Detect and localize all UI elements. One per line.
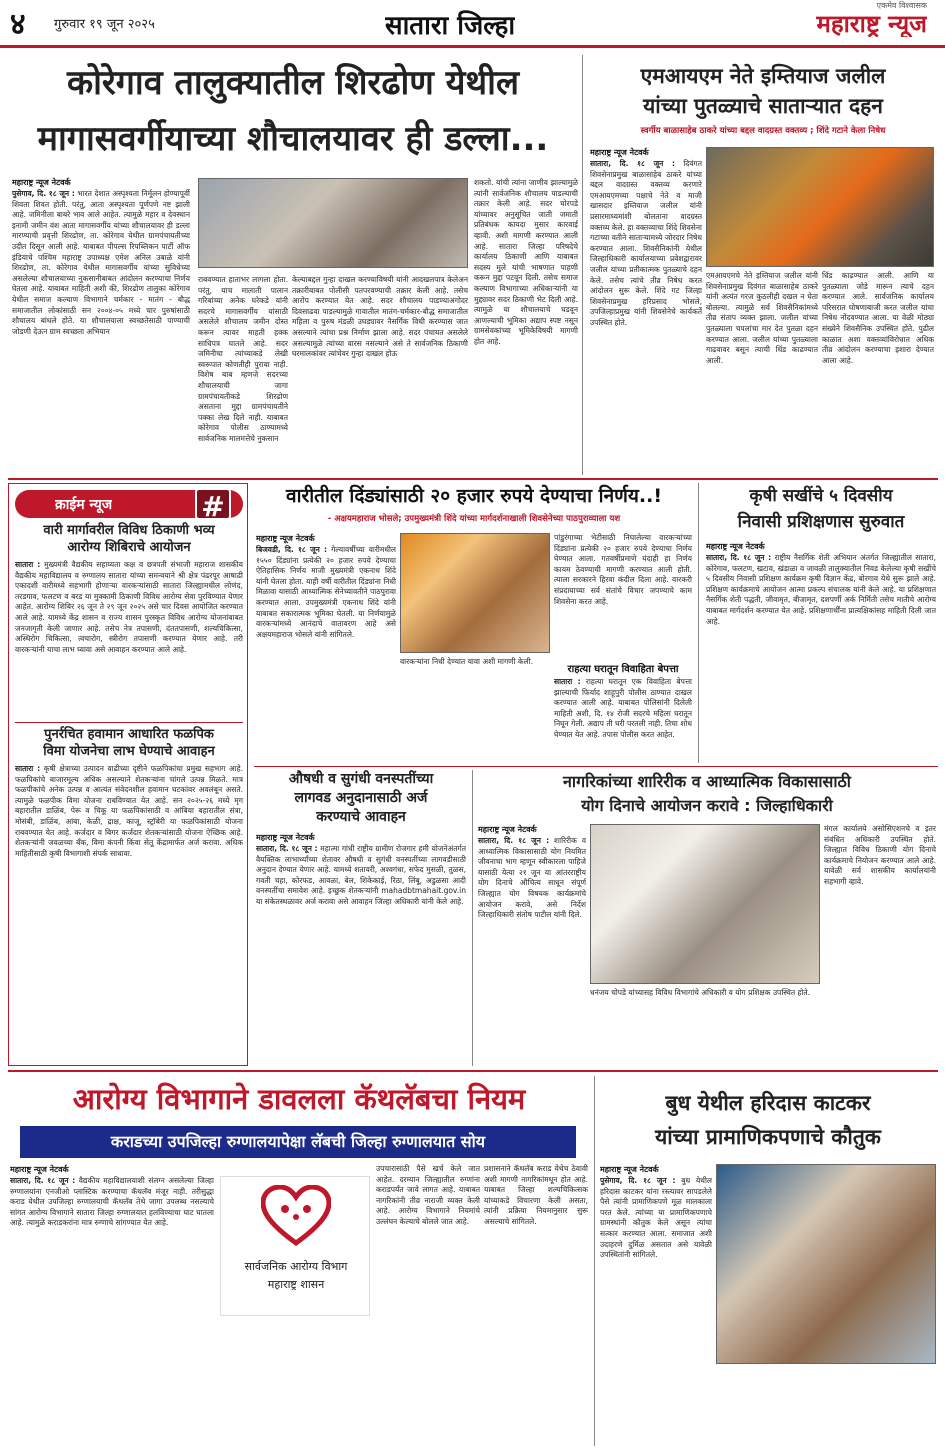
crime-banner-label: क्राईम न्यूज <box>55 497 113 513</box>
headline: बुध येथील हरिदास काटकर यांच्या प्रामाणिकपणाचे कौतुक <box>655 1091 881 1149</box>
article-body-col4: शकतो. यांची त्यांना जाणीव झाल्यामुळे त्यांनी सार्वजनिक शौचालय पाडल्याची तक्रार केली आहे. सदर घोरपडे यांच्यावर अनुसूचित जाती जमाती प्रतिबंधक कायदा मुसार कारवाई व्हावी. अशी मागणी करण्यात आली आहे. सातारा जिल्हा परिषदेचे कार्यालय ठिकाणी आणि याबाबत सदस्य मुले यांची भाषणात पाहणी करून मुद्दा पटवून दिली. तसेच समाज कल्याण विभागाच्या अधिकाऱ्यांनी या मुद्द्यावर सदर ठिकाणी भेट दिली आहे. त्यामुळे या शौचालयाचे घडवून आणल्याची भूमिका अद्याप स्पष्ट नसून ग्रामसेवकांच्या भूमिकेविषयी मागणी होत आहे. <box>474 178 578 346</box>
crime-news-column <box>8 483 248 1066</box>
byline: महाराष्ट्र न्यूज नेटवर्क <box>478 825 537 834</box>
news-photo <box>198 178 468 268</box>
headline: नागरिकांच्या शारिरीक व आध्यात्मिक विकासासाठी योग दिनाचे आयोजन करावे : जिल्हाधिकारी <box>563 772 851 815</box>
article-body: पुसेगाव, दि. १८ जून : बुध येथील हरिदास काटकर यांना रस्त्यावर सापडलेले पैसे त्यांनी प्रामाणिकपणे मूळ मालकाला परत केले. त्यांच्या या प्रामाणिकपणाचे ग्रामस्थांनी कौतुक केले असून त्यांचा सत्कार करण्यात आला. समाजात अशी उदाहरणे दुर्मिळ असतात असे यावेळी उपस्थितांनी सांगितले. <box>600 1176 712 1260</box>
headline: आरोग्य विभागाने डावलला कॅथलॅबचा नियम <box>72 1082 526 1116</box>
byline: महाराष्ट्र न्यूज नेटवर्क <box>10 1165 69 1174</box>
news-photo <box>590 824 820 984</box>
article-body: सातारा, दि. १८ जून : दिवंगत शिवसेनाप्रमुख बाळासाहेब ठाकरे यांच्या बद्दल वादग्रस्त वक्तव्य करणारे एमआयएमच्या पक्षाचे नेते व माजी खासदार इम्तियाज जलील यांनी प्रसारमाध्यमांशी बोलताना वादग्रस्त वक्तव्य केले. हा वक्तव्याचा शिंदे शिवसेना गटाच्या वतीने साताऱ्यामध्ये जोरदार निषेध करण्यात आला. शिवसैनिकांनी येथील जिल्हाधिकारी कार्यालयाच्या प्रवेशद्वारावर जलील यांच्या प्रतीकात्मक पुतळ्याचे दहन केले. तसेच त्यांचे तीव्र निषेध करत आंदोलन सुरू केले. शिंदे गट जिल्हा शिवसेनाप्रमुख हरिप्रसाद भोसले, उपजिल्हाप्रमुख यांनी शिवसेनेचे कार्यकर्ते उपस्थित होते. <box>590 159 702 327</box>
masthead <box>0 0 945 48</box>
article-body-col2: एमआयएमचे नेते इम्तियाज जलील यांनी शिवसेनाप्रमुख दिवंगत बाळासाहेब ठाकरे यांनी अत्यंत गरज कुठलीही दखल न घेता बोलल्या. त्यामुळे सर्व शिवसैनिकांमध्ये तीव्र संताप व्यक्त झाला. जलील यांच्या पुतळ्याला चपलांचा मार देत पुतळा दहन करण्यात आला. जलील यांच्या पुतळ्याला गाढवावर बसून त्याची धिंड काढण्यात आली. <box>706 271 818 365</box>
brand-logo <box>727 0 927 37</box>
article-body: सातारा : राहत्या घरातून एक विवाहिता बेपत्ता झाल्याची फिर्याद शाहूपुरी पोलीस ठाण्यात दाखल करण्यात आली आहे. याबाबत पोलिसांनी दिलेली माहिती अशी, दि. १४ रोजी सदरचे महिला घरातून निघून गेली. अद्याप ती घरी परतली नाही. तिचा शोध घेण्यात येत आहे. तपास पोलीस करत आहेत. <box>554 677 692 739</box>
divider <box>8 1070 938 1072</box>
article-body-col3: उपचारासाठी पैसे खर्च केले जात आहेत. दरम्यान जिल्ह्यातील रुग्णांना कराडपर्यंत जावे लागत आहे. याबाबत नागरिकांनी तीव्र नाराजी व्यक्त केली आहे. आरोग्य विभागाने नियमांचे उल्लंघन केल्याचे बोलले जात आहे. <box>376 1164 480 1226</box>
article-yoga <box>476 770 938 1066</box>
headline: कृषी सखींचे ५ दिवसीय निवासी प्रशिक्षणास सुरुवात <box>737 486 905 532</box>
divider <box>15 722 243 723</box>
news-photo <box>716 1164 936 1364</box>
divider <box>254 766 938 767</box>
news-photo <box>400 533 550 653</box>
article-shirdhon <box>8 55 578 475</box>
article-body: सातारा : कृषी क्षेत्राच्या उत्पादन वाढीच्या दृष्टीने फळपिकांचा प्रमुख सहभाग आहे. फळपिकांचे बाजारमूल्य अधिक असल्याने शेतकऱ्यांना चांगले उत्पन्न मिळते. मात्र फळपीकांचे अनेक उत्पन्न व आत्यंत संवेदनशील हवामान घटकांवर अवलंबून असते. त्यामुळे फळपीक विमा योजना राबविण्यात येत आहे. सन २०२५-२६ मध्ये मृग बहारातील डाळिंब, पेरू व चिकू या फळपिकांसाठी व आंबिया बहारातील संत्रा, मोसंबी, डाळिंब, आंबा, केळी, द्राक्ष, काजू, स्ट्रॉबेरी या फळपिकांसाठी योजना राबवण्यात येत आहे. कर्जदार व बिगर कर्जदार शेतकऱ्यांसाठी योजना ऐच्छिक आहे. शेतकऱ्यांनी जवळच्या बँक, विमा कंपनी किंवा सेतू केंद्रामार्फत अर्ज करावा. अधिक माहितीसाठी कृषी विभागाशी संपर्क साधावा. <box>15 764 243 858</box>
divider <box>698 483 699 763</box>
page-number: ४ <box>10 7 26 42</box>
issue-date: गुरुवार १९ जून २०२५ <box>54 17 155 32</box>
article-body: सातारा, दि. १८ जून : वैद्यकीय महाविद्यालयाशी संलग्न असलेल्या जिल्हा रुग्णालयांना एनजीओ प्लास्टिक करण्याचा कॅथलॅब मंजूर नाही. तरीसुद्धा कराड येथील उपजिल्हा रुग्णालयाची कॅथलॅब तेथे जागा उपलब्ध नसल्याचे सांगत आरोग्य विभागाने सातारा जिल्हा रुग्णालयात हलविण्याचा घाट घातला आहे. त्यामुळे कराडकरांना मात्र रुग्णाचे सांगण्यात येत आहे. <box>10 1176 214 1228</box>
divider <box>472 770 473 1066</box>
divider <box>594 1076 595 1446</box>
headline: कोरेगाव तालुक्यातील शिरढोण येथील मागासवर्गीयाच्या शौचालयावर ही डल्ला... <box>37 63 549 159</box>
headline: औषधी व सुगंधी वनस्पतींच्या लागवड अनुदानासाठी अर्ज करण्याचे आवाहन <box>288 771 434 825</box>
headline: पुनर्रचित हवामान आधारित फळपिक विमा योजनेचा लाभ घेण्याचे आवाहन <box>43 727 215 759</box>
article-cathlab <box>8 1076 590 1446</box>
photo-caption: धनंजय चोपडे यांच्यासह विविध विभागांचे अधिकारी व योग प्रशिक्षक उपस्थित होते. <box>590 988 811 997</box>
logo-caption: सार्वजनिक आरोग्य विभाग <box>244 1260 348 1273</box>
article-body: सातारा : मुख्यमंत्री वैद्यकीय सहाय्यता कक्ष व छत्रपती संभाजी महाराज शासकीय वैद्यकीय महाविद्यालय व रुग्णालय सातारा यांच्या समन्वयाने श्री क्षेत्र पंढरपूर आषाढी एकादशी वारीमध्ये सहभागी होणाऱ्या वारकऱ्यांसाठी सातारा जिल्ह्यामधील लोणंद, तरडगाव, फलटण व बरड या मुक्कामी ठिकाणी विविध आरोग्य सेवा पुरविण्यात येणार आहेत. आरोग्य शिबिर २६ जून ते २९ जून २०२५ असे चार दिवस आयोजित करण्यात आले आहे. यामध्ये केंद्र शासन व राज्य शासन पुरस्कृत विविध आरोग्य योजनांबाबत जनजागृती केली जाणार आहे. तसेच नेत्र तपासणी, दंततपासणी, शल्यचिकित्सा, अस्थिरोग चिकित्सा, त्वचारोग, स्त्रीरोग तपासणी करण्यात येणार आहे. तरी वारकऱ्यांनी याचा लाभ घ्यावा असे आवाहन करण्यात आले आहे. <box>15 560 243 654</box>
headline: राहत्या घरातून विवाहिता बेपत्ता <box>567 664 679 675</box>
headline: एमआयएम नेते इम्तियाज जलील यांच्या पुतळ्याचे साताऱ्यात दहन <box>640 64 886 118</box>
brand-tagline: एकमेव विश्वासक <box>876 1 927 10</box>
article-body: सातारा, दि. १८ जून : महात्मा गांधी राष्ट्रीय ग्रामीण रोजगार हमी योजनेअंतर्गत वैयक्तिक लाभार्थ्यांच्या शेतावर औषधी व सुगंधी वनस्पतींच्या लागवडीसाठी अनुदान देण्यात येणार आहे. यामध्ये शतावरी, अश्वगंधा, सफेद मुसळी, तुळस, गवती चहा, कोरफड, आवळा, बेल, शिकेकाई, रिठा, लिंबू, अडुळसा आदी वनस्पतींचा समावेश आहे. इच्छुक शेतकऱ्यांनी mahadbtmahait.gov.in या संकेतस्थळावर अर्ज करावा असे आवाहन जिल्हा अधिकारी यांनी केले आहे. <box>256 844 466 906</box>
crime-banner <box>15 490 243 518</box>
article-body: सातारा, दि. १८ जून : शारिरीक व आध्यात्मिक विकासासाठी योग नियमित जीवनाचा भाग म्हणून स्वीकारला पाहिजे यासाठी येत्या २१ जून या आंतरराष्ट्रीय योग दिनाचे औचित्य साधून संपूर्ण जिल्ह्यात योग विषयक कार्यक्रमांचे आयोजन करावे, असे निर्देश जिल्हाधिकारी संतोष पाटील यांनी दिले. <box>478 836 586 920</box>
kicker: स्वर्गीय बाळासाहेब ठाकरे यांच्या बद्दल वादग्रस्त वक्तव्य ; शिंदे गटाने केला निषेध <box>640 126 886 136</box>
byline: महाराष्ट्र न्यूज नेटवर्क <box>12 178 71 187</box>
hash-icon: # <box>195 490 231 518</box>
health-dept-logo <box>220 1176 370 1316</box>
section-title: सातारा जिल्हा <box>385 11 516 41</box>
divider <box>582 55 583 475</box>
headline: वारी मार्गावरील विविध ठिकाणी भव्य आरोग्य शिबिराचे आयोजन <box>43 523 215 555</box>
article-jaleel <box>588 55 938 475</box>
article-body-col4: प्रशासनाने कॅथलॅब कराड येथेच ठेवावी अशी मागणी नागरिकांमधून होत आहे. याबाबत जिल्हा शल्यचिकित्सक यांच्याकडे विचारणा केली असता, त्यांनी प्रक्रिया नियमानुसार सुरू असल्याचे सांगितले. <box>484 1164 588 1226</box>
byline: महाराष्ट्र न्यूज नेटवर्क <box>256 534 315 543</box>
heart-icon <box>261 1185 331 1247</box>
headline: वारीतील दिंड्यांसाठी २० हजार रुपये देण्याचा निर्णय..! <box>286 485 662 507</box>
article-body-col2: राबवण्यात हाताभर लागला होता. परंतु, याच मालाती पालान गरिबांच्या अनेक घरेकडे यांनी सदरचे मागासवर्गीय यांसाठी असलेले शौचालय जमीन दोस्त करून त्यावर माहती हक्क साधिपत्र घातले आहे. सदर जमिनीचा त्यांच्याकडे लेखी स्वरूपात कोणतीही पुरावा नाही. विशेष बाब म्हणजे सदरच्या शौचालयाची जागा ग्रामपंचायतीकडे शिरढोण असताना मुद्दा ग्रामपंचायतीने पक्का लेख दिले नाही. याबाबत कोरेगाव पोलीस ठाण्यामध्ये सार्वजनिक मालमत्तेचे नुकसान <box>198 275 288 443</box>
divider <box>8 478 938 480</box>
article-aushadhi <box>254 770 468 1066</box>
kicker: - अक्षयमहाराज भोसले; उपमुख्यमंत्री शिंदे यांच्या मार्गदर्शनाखाली शिवसेनेच्या पाठपुराव्याला यश <box>327 514 621 524</box>
article-body: पुसेगाव, दि. १८ जून : भारत देशात अस्पृश्यता निर्मूलन होण्यापूर्वी शिवता शिवत होती. परंतु, आता अस्पृश्यता पूर्णपणे नष्ट झाली आहे. जमिनीला बाबरे भाव आले आहेत. त्यामुळे महार व देवस्थान इनामी जमीन वंश आता मागासवर्गीय यांच्या शौचालयावर ही डल्ला मारण्याची प्रवृत्ती शिरढोण, ता. कोरेगाव येथील ग्रामपंचायतीच्या उदीत दिसून आली आहे. याबाबत पीपल्स रिपब्लिकन पार्टी ऑफ इंडियाचे पश्चिम महाराष्ट्र उपाध्यक्ष एमेश अनिल उबाळे यांनी शिरढोण, ता. कोरेगाव येथील मागासवर्गीय यांच्या सुविधेच्या असलेल्या शौचालयाच्या नुकसानीबाबत आंदोलन करण्याचा निर्णय घेतला आहे. याबाबत माहिती अशी की, शिरढोण तालुका कोरेगाव येथील समाज कल्याण विभागाने चर्मकार - मातंग - बौद्ध समाजातील लोकांसाठी सन २००४-०५ मध्ये चार पुरुषांसाठी शौचालय बांधले होते. या शौचालयाला स्वच्छतेसाठी पाण्याची जोडणी देऊन ग्राम स्वच्छता अभियान <box>12 189 190 336</box>
byline: महाराष्ट्र न्यूज नेटवर्क <box>706 542 765 551</box>
byline: महाराष्ट्र न्यूज नेटवर्क <box>256 833 315 842</box>
article-krushi <box>704 483 938 763</box>
article-body-col3: पांडुरंगाच्या भेटीसाठी निघालेल्या वारकऱ्यांच्या दिंड्यांना प्रत्येकी २० हजार रुपये देण्याचा निर्णय घेण्यात आला. गतवर्षीप्रमाणे यंदाही हा निर्णय कायम ठेवण्याची मागणी करण्यात आली होती. त्याला सरकारने हिरवा कंदील दिला आहे. वारकरी संप्रदायाच्या सर्व संतांचे विचार जपण्याचे काम शिवसेना करत आहे. <box>554 533 692 606</box>
brand-name: महाराष्ट्र न्यूज <box>816 10 927 37</box>
article-body: सातारा, दि. १८ जून : राष्ट्रीय नैसर्गिक शेती अभियान अंतर्गत जिल्ह्यातील सातारा, कोरेगाव, फलटण, खटाव, खंडाळा व जावळी तालुक्यातील निवड केलेल्या कृषी सखींचे ५ दिवसीय निवासी प्रशिक्षण कार्यक्रम कृषी विज्ञान केंद्र, बोरगाव येथे सुरू झाले आहे. प्रशिक्षण कार्यक्रमाचे आयोजन आत्मा प्रकल्प संचालक यांनी केले आहे. या प्रशिक्षणात नैसर्गिक शेती पद्धती, जीवामृत, बीजामृत, दशपर्णी अर्क निर्मिती तसेच मातीचे आरोग्य याबाबत मार्गदर्शन करण्यात येत आहे. प्रशिक्षणार्थींना प्रात्यक्षिकांसह माहिती दिली जात आहे. <box>706 553 936 626</box>
article-katkar <box>598 1076 938 1446</box>
article-body-col2: मंगल कार्यालये असोसिएशनचे व इतर संबंधित अधिकारी उपस्थित होते. जिल्ह्यात विविध ठिकाणी योग दिनाचे कार्यक्रमाचे नियोजन करण्यात आले आहे. यावेळी सर्व शासकीय कार्यालयांनी सहभागी व्हावे. <box>824 824 936 886</box>
article-dindi <box>254 483 694 763</box>
byline: महाराष्ट्र न्यूज नेटवर्क <box>590 148 649 157</box>
article-body: बिजवडी, दि. १८ जून : गेल्यावर्षीच्या वारीमधील १५५० दिंड्यांना प्रत्येकी २० हजार रुपये देण्याचा ऐतिहासिक निर्णय माजी मुख्यमंत्री एकनाथ शिंदे यांनी घेतला होता. याही वर्षी वारीतील दिंड्यांना निधी मिळावा यासाठी आध्यात्मिक सेनेच्यावतीने पाठपुरावा करण्यात आला. उपमुख्यमंत्री एकनाथ शिंदे यांनी याबाबत सकारात्मक भूमिका घेतली. या निर्णयामुळे वारकऱ्यांमध्ये आनंदाचे वातावरण आहे असे अक्षयमहाराज भोसले यांनी सांगितले. <box>256 545 396 639</box>
news-photo <box>706 147 934 267</box>
article-body-col3: केल्याबद्दल गुन्हा दाखल करण्याविषयी यांनी आदखलपात्र केलेअन तक्रारीबाबत पोलीसी पतपरवण्याची तक्रार केली आहे. तसेच आरोप करण्यात येत आहे. सदर शौचालय पाडण्याअगोदर दिवसाढवा पाडल्यामुळे गावातील मातंग-चर्मकार-बौद्ध समाजातील महिला व पुरुष मंडळी उघड्यावर नैसर्गिक विधी करण्यास जात असल्याने त्यांचा प्रश्न निर्माण झाला आहे. सदर पंचायत असलेले असल्यामुळे त्यांच्या वारस नसल्याने असे ते सार्वजनिक ठिकाणी घरमालकांवर त्यांचेवर गुन्हा दाखल होऊ <box>292 275 468 359</box>
logo-caption: महाराष्ट्र शासन <box>267 1278 325 1291</box>
photo-caption: वारकऱ्यांना निधी देण्यात यावा अशी मागणी केली. <box>400 657 534 666</box>
article-body-col3: धिंड काढण्यात आली. आणि या पुतळ्याला जोडे मारून त्याचे दहन करण्यात आले. सार्वजनिक कार्यालय परिसरात घोषणाबाजी करत जलील यांचा निषेध नोंदवण्यात आला. या वेळी मोठ्या संख्येने शिवसैनिक उपस्थित होते. पुढील काळात अशा वक्तव्यांविरोधात अधिक तीव्र आंदोलन करण्याचा इशारा देण्यात आला आहे. <box>822 271 934 365</box>
byline: महाराष्ट्र न्यूज नेटवर्क <box>600 1165 659 1174</box>
subheadline: कराडच्या उपजिल्हा रुग्णालयापेक्षा लॅबची जिल्हा रुग्णालयात सोय <box>20 1126 576 1158</box>
